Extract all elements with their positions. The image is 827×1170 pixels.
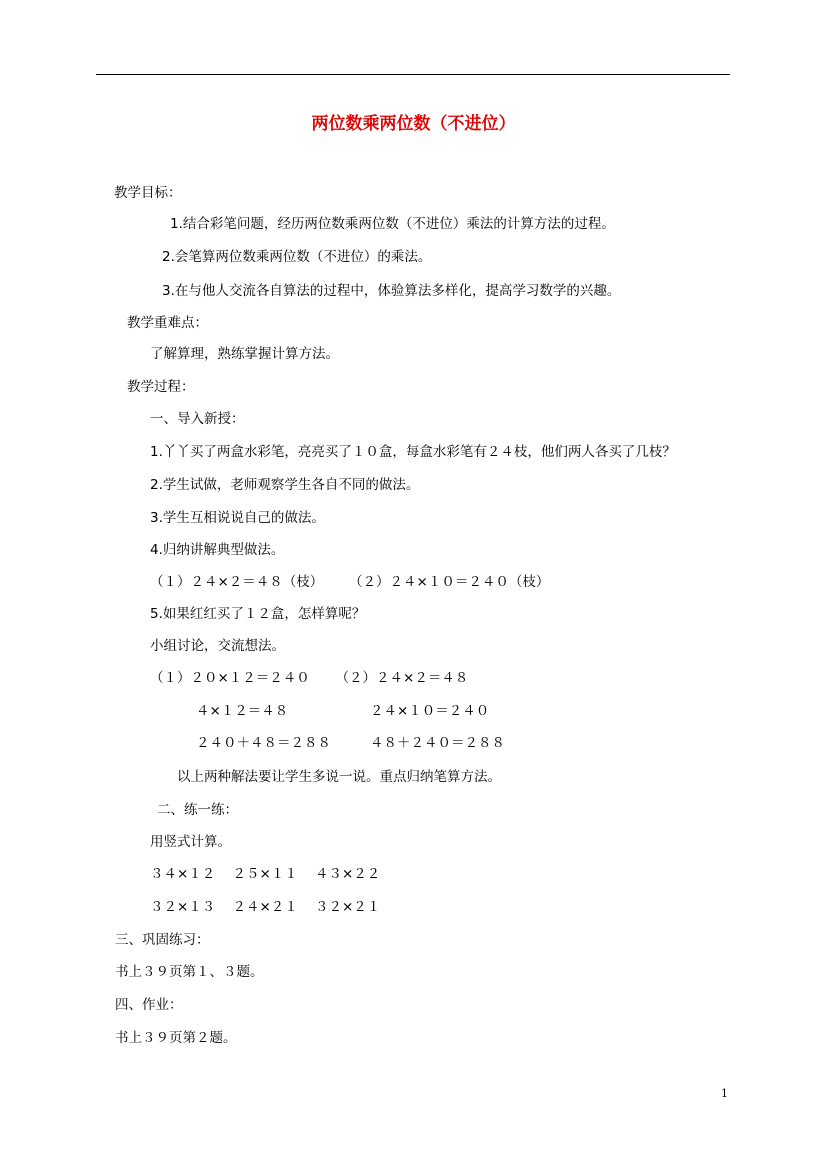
- text-line: 5.如果红红买了１２盒，怎样算呢？: [150, 606, 366, 622]
- text-line: 用竖式计算。: [150, 834, 231, 850]
- text-line: 了解算理，熟练掌握计算方法。: [150, 346, 339, 362]
- text-line: 书上３９页第２题。: [115, 1030, 237, 1046]
- text-line: 1.丫丫买了两盒水彩笔，亮亮买了１０盒，每盒水彩笔有２４枝，他们两人各买了几枝？: [150, 444, 676, 460]
- text-line: 教学重难点：: [127, 315, 208, 331]
- text-line: 以上两种解法要让学生多说一说。重点归纳笔算方法。: [177, 769, 501, 785]
- text-line: ４×１２＝４８: [196, 703, 289, 719]
- header-rule: [96, 74, 730, 75]
- page-number: 1: [721, 1087, 728, 1100]
- text-line: 小组讨论，交流想法。: [150, 638, 285, 654]
- text-line: 四、作业：: [115, 997, 183, 1013]
- text-line: ２４０＋４８＝２８８: [196, 735, 331, 751]
- text-line: （１）２０×１２＝２４０ （２）２４×２＝４８: [150, 670, 469, 686]
- text-line: 2.会笔算两位数乘两位数（不进位）的乘法。: [162, 249, 432, 265]
- text-line: 书上３９页第１、３题。: [115, 964, 264, 980]
- text-line: ３４×１２ ２５×１１ ４３×２２: [150, 866, 381, 882]
- text-line: 三、巩固练习：: [115, 932, 210, 948]
- text-line: ２４×１０＝２４０: [370, 703, 490, 719]
- text-line: （１）２４×２＝４８（枝） （２）２４×１０＝２４０（枝）: [150, 574, 550, 590]
- text-line: 2.学生试做，老师观察学生各自不同的做法。: [150, 477, 420, 493]
- text-line: 3.学生互相说说自己的做法。: [150, 510, 325, 526]
- text-line: 教学过程：: [127, 379, 195, 395]
- text-line: ３２×１３ ２４×２１ ３２×２１: [150, 899, 381, 915]
- text-line: 二、练一练：: [157, 802, 238, 818]
- text-line: 4.归纳讲解典型做法。: [150, 542, 285, 558]
- text-line: 1.结合彩笔问题，经历两位数乘两位数（不进位）乘法的计算方法的过程。: [170, 216, 615, 232]
- text-line: 3.在与他人交流各自算法的过程中，体验算法多样化，提高学习数学的兴趣。: [162, 283, 621, 299]
- text-line: 教学目标：: [114, 185, 182, 201]
- document-title: 两位数乘两位数（不进位）: [311, 114, 516, 134]
- text-line: ４８＋２４０＝２８８: [370, 735, 505, 751]
- text-line: 一、导入新授：: [150, 411, 245, 427]
